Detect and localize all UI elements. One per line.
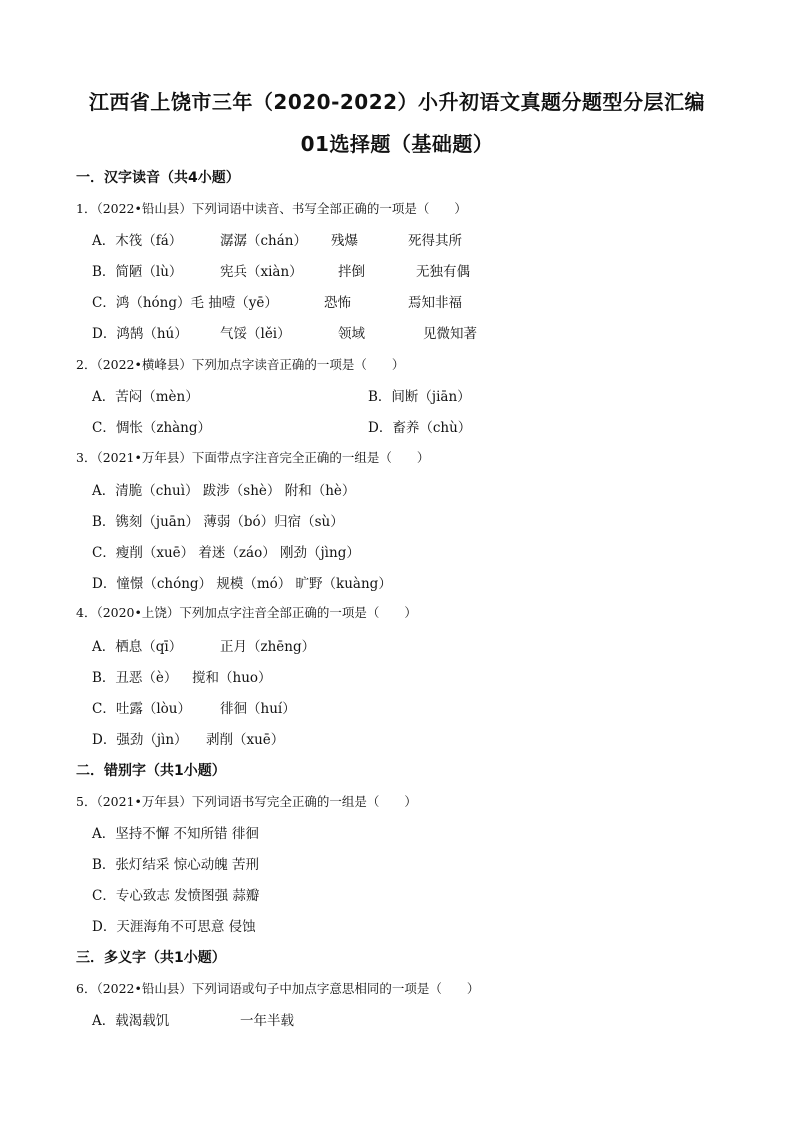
- option-d-item-1: D．强劲（jìn）: [92, 732, 188, 748]
- question-3-option-b: B．镌刻（juān） 薄弱（bó）归宿（sù）: [92, 514, 344, 530]
- question-5-option-a: A．坚持不懈 不知所错 徘徊: [92, 826, 259, 842]
- question-2-stem: 2．（2022•横峰县）下列加点字读音正确的一项是（ ）: [76, 357, 405, 372]
- option-c-item-2: 恐怖: [324, 295, 351, 311]
- option-b-item-2: 宪兵（xiàn）: [220, 264, 303, 280]
- option-a-item-1: A．载渴载饥: [92, 1013, 170, 1029]
- option-d-item-3: 领域: [338, 326, 365, 342]
- option-a-item-4: 死得其所: [408, 233, 462, 249]
- question-3-option-a: A．清脆（chuì） 跋涉（shè） 附和（hè）: [92, 483, 356, 499]
- option-a-item-1: A．木筏（fá）: [92, 233, 183, 249]
- option-a-item-2: 正月（zhēng）: [220, 639, 316, 655]
- question-3-option-c: C．瘦削（xuē） 着迷（záo） 刚劲（jìng）: [92, 545, 360, 561]
- question-1-stem: 1．（2022•铅山县）下列词语中读音、书写全部正确的一项是（ ）: [76, 201, 467, 216]
- option-a-item-2: 一年半载: [240, 1013, 294, 1029]
- option-c-item-2: 徘徊（huí）: [220, 701, 296, 717]
- question-2-option-b: B．间断（jiān）: [368, 389, 471, 405]
- question-2-option-d: D．畜养（chù）: [368, 420, 472, 436]
- option-b-item-3: 拌倒: [338, 264, 365, 280]
- section-heading-typos: 二．错别字（共1小题）: [76, 763, 226, 779]
- document-title-line1: 江西省上饶市三年（2020-2022）小升初语文真题分题型分层汇编: [88, 90, 706, 114]
- option-a-item-3: 残爆: [331, 233, 358, 249]
- option-d-item-4: 见微知著: [423, 326, 477, 342]
- question-5-option-b: B．张灯结采 惊心动魄 苦刑: [92, 857, 260, 873]
- option-d-item-2: 剥削（xuē）: [206, 732, 285, 748]
- option-a-item-1: A．栖息（qī）: [92, 639, 183, 655]
- document-title-line2: 01选择题（基础题）: [300, 132, 494, 156]
- section-heading-pronunciation: 一．汉字读音（共4小题）: [76, 170, 240, 186]
- question-5-option-d: D．天涯海角不可思意 侵蚀: [92, 919, 256, 935]
- question-5-option-c: C．专心致志 发愤图强 蒜瓣: [92, 888, 260, 904]
- option-d-item-2: 气馁（lěi）: [220, 326, 291, 342]
- question-3-option-d: D．憧憬（chóng） 规模（mó） 旷野（kuàng）: [92, 576, 392, 592]
- option-d-item-1: D．鸿鹄（hú）: [92, 326, 188, 342]
- option-c-item-3: 焉知非福: [408, 295, 462, 311]
- option-b-item-1: B．简陋（lù）: [92, 264, 183, 280]
- question-5-stem: 5．（2021•万年县）下列词语书写完全正确的一组是（ ）: [76, 794, 417, 809]
- question-4-stem: 4．（2020•上饶）下列加点字注音全部正确的一项是（ ）: [76, 605, 417, 620]
- question-6-stem: 6．（2022•铅山县）下列词语或句子中加点字意思相同的一项是（ ）: [76, 981, 480, 996]
- question-2-option-a: A．苦闷（mèn）: [92, 389, 199, 405]
- option-b-item-4: 无独有偶: [416, 264, 470, 280]
- section-heading-polysemy: 三．多义字（共1小题）: [76, 950, 226, 966]
- option-b-item-2: 搅和（huo）: [192, 670, 272, 686]
- question-3-stem: 3．（2021•万年县）下面带点字注音完全正确的一组是（ ）: [76, 450, 430, 465]
- question-2-option-c: C．惆怅（zhàng）: [92, 420, 212, 436]
- option-a-item-2: 潺潺（chán）: [220, 233, 307, 249]
- option-c-item-1: C．吐露（lòu）: [92, 701, 191, 717]
- option-c-item-1: C．鸿（hóng）毛 抽噎（yē）: [92, 295, 278, 311]
- option-b-item-1: B．丑恶（è）: [92, 670, 178, 686]
